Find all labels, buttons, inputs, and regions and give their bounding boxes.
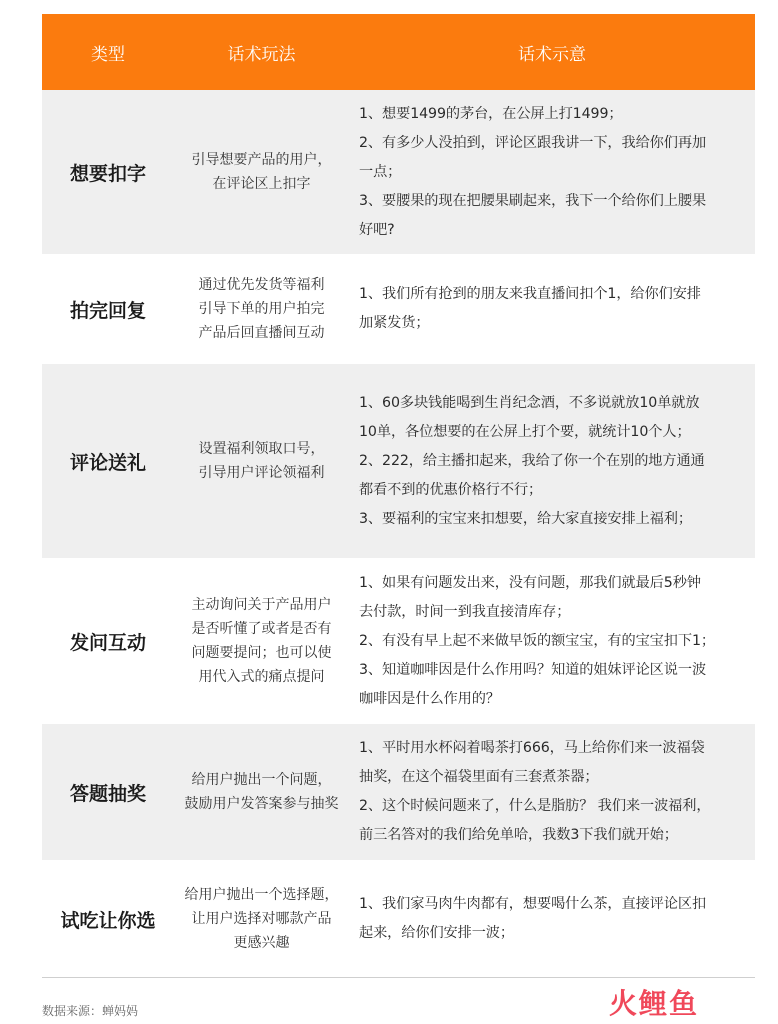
example-line: 都看不到的优惠价格行不行； xyxy=(359,481,543,498)
table-row xyxy=(42,364,755,558)
method-line: 引导用户评论领福利 xyxy=(198,465,325,481)
method-line: 更感兴趣 xyxy=(233,935,290,951)
logo-text: 火鲤鱼 xyxy=(609,987,700,1020)
method-line: 产品后回直播间互动 xyxy=(198,325,325,341)
row-type: 评论送礼 xyxy=(69,451,146,474)
row-method xyxy=(174,768,349,816)
method-line: 给用户抛出一个选择题， xyxy=(184,887,339,903)
data-source: 数据来源：蝉妈妈 xyxy=(42,1004,139,1018)
example-line: 1、60多块钱能喝到生肖纪念酒，不多说就放10单就放 xyxy=(359,394,700,411)
row-examples xyxy=(349,280,755,338)
method-line: 鼓励用户发答案参与抽奖 xyxy=(184,796,339,812)
table-row xyxy=(42,254,755,364)
example-line: 3、要福利的宝宝来扣想要，给大家直接安排上福利； xyxy=(359,510,692,527)
example-line: 好吧? xyxy=(359,221,395,238)
example-line: 1、我们所有抢到的朋友来我直播间扣个1，给你们安排 xyxy=(359,286,701,302)
method-line: 在评论区上扣字 xyxy=(212,176,311,192)
row-method xyxy=(174,148,349,196)
example-line: 一点； xyxy=(359,163,402,180)
example-line: 10单，各位想要的在公屏上打个要，就统计10个人； xyxy=(359,423,691,440)
method-line: 主动询问关于产品用户 xyxy=(191,597,332,613)
example-line: 加紧发货； xyxy=(359,315,430,331)
example-line: 1、我们家马肉牛肉都有，想要喝什么茶，直接评论区扣 xyxy=(359,896,707,912)
table-header xyxy=(42,14,755,90)
example-line: 起来，给你们安排一波； xyxy=(359,925,514,941)
header-method: 话术玩法 xyxy=(227,44,296,65)
example-line: 2、222，给主播扣起来，我给了你一个在别的地方通通 xyxy=(359,452,705,469)
script-table xyxy=(42,14,755,978)
row-type: 答题抽奖 xyxy=(69,782,146,805)
header-type: 类型 xyxy=(91,44,125,65)
brand-logo xyxy=(609,985,759,1019)
method-line: 给用户抛出一个问题， xyxy=(191,772,332,788)
method-line: 通过优先发货等福利 xyxy=(198,277,325,293)
row-method xyxy=(174,273,349,345)
row-type: 想要扣字 xyxy=(69,162,146,185)
table-row xyxy=(42,860,755,978)
example-line: 2、这个时候问题来了，什么是脂肪？ 我们来一波福利， xyxy=(359,798,711,814)
method-line: 引导下单的用户拍完 xyxy=(198,301,325,317)
example-line: 1、如果有问题发出来，没有问题，那我们就最后5秒钟 xyxy=(359,574,701,591)
example-line: 3、知道咖啡因是什么作用吗？知道的姐妹评论区说一波 xyxy=(359,661,707,678)
example-line: 前三名答对的我们给免单哈，我数3下我们就开始； xyxy=(359,827,678,843)
header-example: 话术示意 xyxy=(518,44,586,65)
row-type: 发问互动 xyxy=(69,631,146,654)
example-line: 咖啡因是什么作用的？ xyxy=(359,690,500,707)
row-examples xyxy=(349,734,755,850)
row-method xyxy=(174,593,349,689)
example-line: 1、平时用水杯闷着喝茶打666，马上给你们来一波福袋 xyxy=(359,740,705,756)
row-method xyxy=(174,437,349,485)
method-line: 引导想要产品的用户， xyxy=(191,152,332,168)
method-line: 是否听懂了或者是否有 xyxy=(191,621,332,637)
example-line: 3、要腰果的现在把腰果刷起来，我下一个给你们上腰果 xyxy=(359,192,707,209)
row-examples xyxy=(349,890,755,948)
row-examples xyxy=(349,389,755,534)
row-type: 试吃让你选 xyxy=(60,909,156,932)
method-line: 问题要提问；也可以使 xyxy=(191,645,332,661)
example-line: 1、想要1499的茅台，在公屏上打1499； xyxy=(359,105,623,122)
method-line: 让用户选择对哪款产品 xyxy=(191,911,332,927)
table-row xyxy=(42,724,755,860)
example-line: 2、有没有早上起不来做早饭的额宝宝，有的宝宝扣下1； xyxy=(359,632,715,649)
method-line: 设置福利领取口号， xyxy=(198,441,325,457)
footer-divider xyxy=(42,977,755,978)
method-line: 用代入式的痛点提问 xyxy=(198,669,325,685)
example-line: 去付款，时间一到我直接清库存； xyxy=(359,603,571,620)
table-row xyxy=(42,90,755,254)
example-line: 抽奖，在这个福袋里面有三套煮茶器； xyxy=(359,769,599,785)
table-row xyxy=(42,558,755,724)
row-examples xyxy=(349,100,755,245)
row-type: 拍完回复 xyxy=(69,299,146,322)
example-line: 2、有多少人没拍到，评论区跟我讲一下，我给你们再加 xyxy=(359,134,707,151)
row-method xyxy=(174,883,349,955)
row-examples xyxy=(349,569,755,714)
